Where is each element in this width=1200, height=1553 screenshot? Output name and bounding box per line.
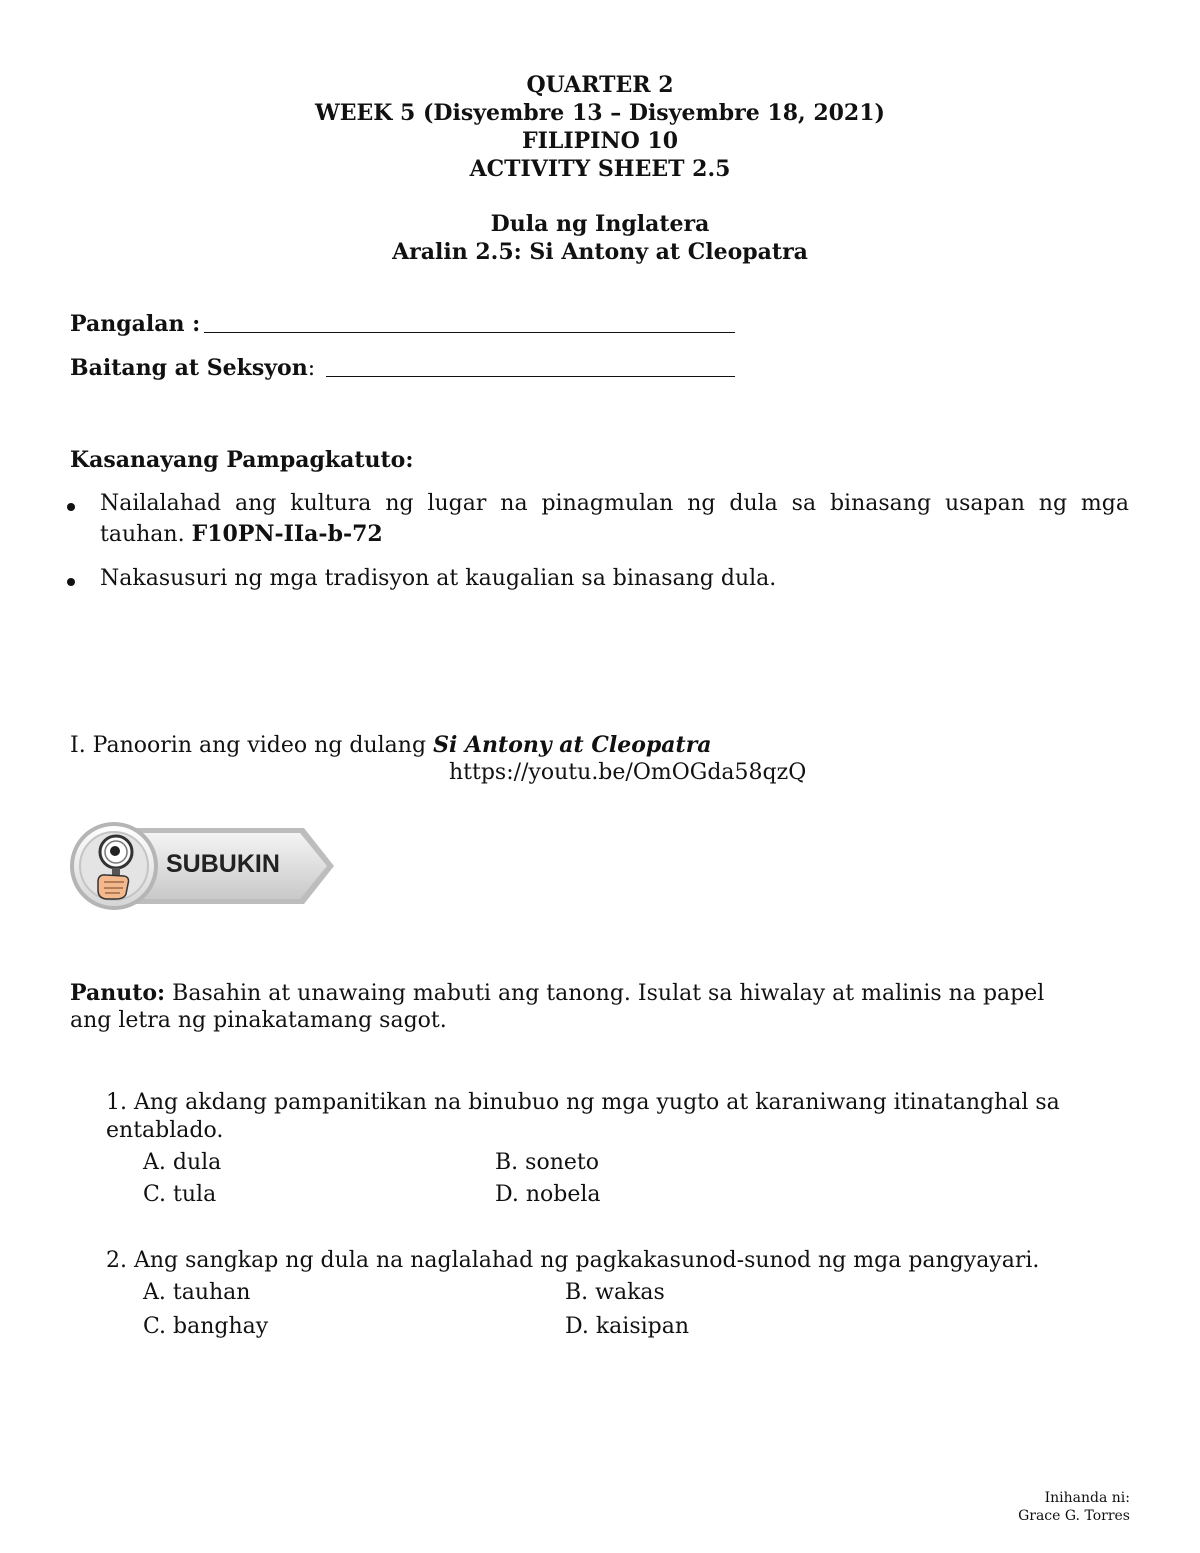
activity-heading: ACTIVITY SHEET 2.5	[469, 156, 731, 182]
competency-1-line1: Nailalahad ang kultura ng lugar na pinagmulan ng dula sa binasang usapan ng mga	[100, 491, 1129, 516]
choice-2c: C. banghay	[143, 1314, 269, 1339]
instructions-line1	[70, 980, 1044, 1006]
question-1-line2: entablado.	[106, 1118, 224, 1143]
subukin-badge	[68, 818, 338, 914]
choice-2d: D. kaisipan	[565, 1314, 690, 1339]
competency-1-text: tauhan.	[100, 522, 185, 547]
competency-2: Nakasusuri ng mga tradisyon at kaugalian sa binasang dula.	[100, 566, 777, 591]
choice-1b: B. soneto	[495, 1150, 599, 1175]
section-label-wrap	[70, 355, 315, 381]
play-title: Si Antony at Cleopatra	[433, 732, 712, 758]
instructions-line2: ang letra ng pinakatamang sagot.	[70, 1008, 447, 1033]
magnifier-hand-icon	[90, 832, 140, 900]
quarter-heading: QUARTER 2	[526, 72, 674, 98]
question-1-line1: 1. Ang akdang pampanitikan na binubuo ng mga yugto at karaniwang itinatanghal sa	[106, 1090, 1060, 1115]
instructions-text: Basahin at unawaing mabuti ang tanong. Isulat sa hiwalay at malinis na papel	[172, 981, 1045, 1006]
competency-1-line2	[100, 521, 383, 547]
question-2-line1: 2. Ang sangkap ng dula na naglalahad ng pagkakasunod-sunod ng mga pangyayari.	[106, 1248, 1040, 1273]
competency-title: Kasanayang Pampagkatuto:	[70, 447, 414, 473]
choice-1c: C. tula	[143, 1182, 217, 1207]
lesson-heading: Aralin 2.5: Si Antony at Cleopatra	[392, 239, 808, 265]
instructions-label: Panuto:	[70, 980, 166, 1006]
choice-1d: D. nobela	[495, 1182, 601, 1207]
name-label: Pangalan :	[70, 311, 201, 337]
topic-heading: Dula ng Inglatera	[490, 211, 710, 237]
choice-2b: B. wakas	[565, 1280, 665, 1305]
watch-line	[70, 732, 712, 758]
watch-prefix: I. Panoorin ang video ng dulang	[70, 733, 427, 758]
bullet-dot	[67, 578, 75, 586]
subukin-label: SUBUKIN	[166, 850, 280, 878]
bullet-dot	[67, 503, 75, 511]
choice-1a: A. dula	[143, 1150, 222, 1175]
subject-heading: FILIPINO 10	[521, 128, 679, 154]
choice-2a: A. tauhan	[143, 1280, 251, 1305]
section-colon: :	[307, 356, 316, 381]
author-name: Grace G. Torres	[1018, 1508, 1130, 1524]
name-field-line[interactable]	[204, 332, 735, 333]
video-link[interactable]: https://youtu.be/OmOGda58qzQ	[449, 760, 807, 785]
competency-code: F10PN-IIa-b-72	[191, 521, 383, 547]
prepared-by-label: Inihanda ni:	[1044, 1490, 1130, 1506]
section-field-line[interactable]	[326, 376, 735, 377]
section-label: Baitang at Seksyon	[70, 355, 308, 381]
week-heading: WEEK 5 (Disyembre 13 – Disyembre 18, 2021)	[315, 100, 885, 126]
